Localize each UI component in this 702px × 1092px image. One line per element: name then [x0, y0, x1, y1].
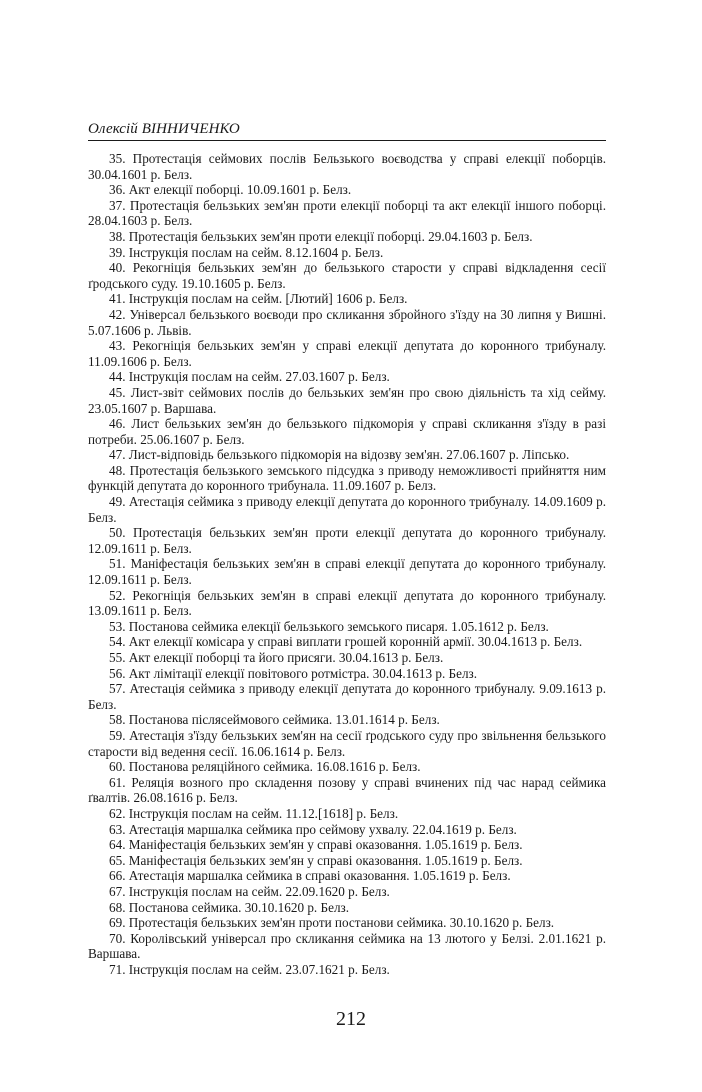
list-item: 58. Постанова післясеймового сеймика. 13.01.1614 р. Белз. — [109, 712, 440, 728]
list-item: 35. Протестація сеймових послів Бельзького воєводства у справі елекції поборців. 30.04.1601 р. Белз. — [88, 151, 606, 182]
list-item: 40. Рекогніція бельзьких зем'ян до бельзького старости у справі відкладення сесії ґродського суду. 19.10.1605 р. Белз. — [88, 260, 606, 291]
list-item: 65. Маніфестація бельзьких зем'ян у справі оказовання. 1.05.1619 р. Белз. — [109, 852, 523, 868]
page-number: 212 — [336, 1008, 366, 1030]
list-item: 66. Атестація маршалка сеймика в справі оказовання. 1.05.1619 р. Белз. — [109, 868, 511, 884]
list-item: 64. Маніфестація бельзьких зем'ян у справі оказовання. 1.05.1619 р. Белз. — [109, 837, 523, 853]
header-rule — [88, 140, 606, 141]
list-item: 45. Лист-звіт сеймових послів до бельзьких зем'ян про свою діяльність та хід сейму. 23.05.1607 р. Варшава. — [88, 384, 606, 416]
list-item: 48. Протестація бельзького земського підсудка з приводу неможливості прийняття ним функцій депутата до коронного трибунала. 11.09.1607 р. Белз. — [88, 462, 606, 494]
list-item: 44. Інструкція послам на сейм. 27.03.1607 р. Белз. — [109, 369, 390, 385]
list-item: 57. Атестація сеймика з приводу елекції депутата до коронного трибуналу. 9.09.1613 р. Белз. — [88, 681, 606, 712]
list-item: 59. Атестація з'їзду бельзьких зем'ян на сесії ґродського суду про звільнення бельзького старости від ведення сесії. 16.06.1614 р. Белз. — [88, 727, 606, 759]
list-item: 51. Маніфестація бельзьких зем'ян в справі елекції депутата до коронного трибуналу. 12.09.1611 р. Белз. — [88, 556, 606, 588]
list-item: 36. Акт елекції поборці. 10.09.1601 р. Белз. — [109, 182, 352, 198]
document-list — [88, 151, 606, 977]
list-item: 47. Лист-відповідь бельзького підкоморія на відозву зем'ян. 27.06.1607 р. Ліпсько. — [109, 447, 570, 463]
author-last-name: ВІННИЧЕНКО — [141, 121, 240, 137]
list-item: 63. Атестація маршалка сеймика про сеймову ухвалу. 22.04.1619 р. Белз. — [109, 821, 517, 837]
list-item: 42. Універсал бельзького воєводи про скликання збройного з'їзду на 30 липня у Вишні. 5.07.1606 р. Львів. — [88, 306, 606, 338]
list-item: 46. Лист бельзьких зем'ян до бельзького підкоморія у справі скликання з'їзду в разі потреби. 25.06.1607 р. Белз. — [88, 416, 606, 447]
list-item: 67. Інструкція послам на сейм. 22.09.1620 р. Белз. — [109, 883, 390, 899]
list-item: 69. Протестація бельзьких зем'ян проти постанови сеймика. 30.10.1620 р. Белз. — [109, 915, 555, 931]
list-item: 62. Інструкція послам на сейм. 11.12.[1618] р. Белз. — [109, 805, 399, 821]
list-item: 52. Рекогніція бельзьких зем'ян в справі елекції депутата до коронного трибуналу. 13.09.1611 р. Белз. — [88, 587, 606, 619]
list-item: 61. Реляція возного про складення позову у справі вчинених під час нарад сеймика ґвалтів. 26.08.1616 р. Белз. — [88, 774, 606, 806]
list-item: 68. Постанова сеймика. 30.10.1620 р. Белз. — [109, 899, 350, 915]
list-item: 50. Протестація бельзьких зем'ян проти елекції депутата до коронного трибуналу. 12.09.1611 р. Белз. — [88, 525, 606, 556]
author-first-name: Олексій — [88, 121, 142, 137]
list-item: 39. Інструкція послам на сейм. 8.12.1604 р. Белз. — [109, 244, 384, 260]
list-item: 43. Рекогніція бельзьких зем'ян у справі елекції депутата до коронного трибуналу. 11.09.1606 р. Белз. — [88, 338, 606, 369]
list-item: 53. Постанова сеймика елекції бельзького земського писаря. 1.05.1612 р. Белз. — [109, 618, 549, 634]
running-head — [88, 121, 240, 138]
list-item: 54. Акт елекції комісара у справі виплати грошей коронній армії. 30.04.1613 р. Белз. — [109, 634, 583, 650]
list-item: 41. Інструкція послам на сейм. [Лютий] 1606 р. Белз. — [109, 291, 408, 307]
list-item: 49. Атестація сеймика з приводу елекції депутата до коронного трибуналу. 14.09.1609 р. Белз. — [88, 494, 606, 525]
list-item: 71. Інструкція послам на сейм. 23.07.1621 р. Белз. — [109, 961, 390, 977]
list-item: 60. Постанова реляційного сеймика. 16.08.1616 р. Белз. — [109, 759, 421, 775]
list-item: 70. Королівський універсал про скликання сеймика на 13 лютого у Белзі. 2.01.1621 р. Варшава. — [88, 930, 606, 962]
list-item: 56. Акт лімітації елекції повітового ротмістра. 30.04.1613 р. Белз. — [109, 665, 478, 681]
list-item: 37. Протестація бельзьких зем'ян проти елекції поборці та акт елекції іншого поборці. 28.04.1603 р. Белз. — [88, 197, 606, 229]
list-item: 38. Протестація бельзьких зем'ян проти елекції поборці. 29.04.1603 р. Белз. — [109, 228, 533, 244]
list-item: 55. Акт елекції поборці та його присяги. 30.04.1613 р. Белз. — [109, 650, 444, 665]
